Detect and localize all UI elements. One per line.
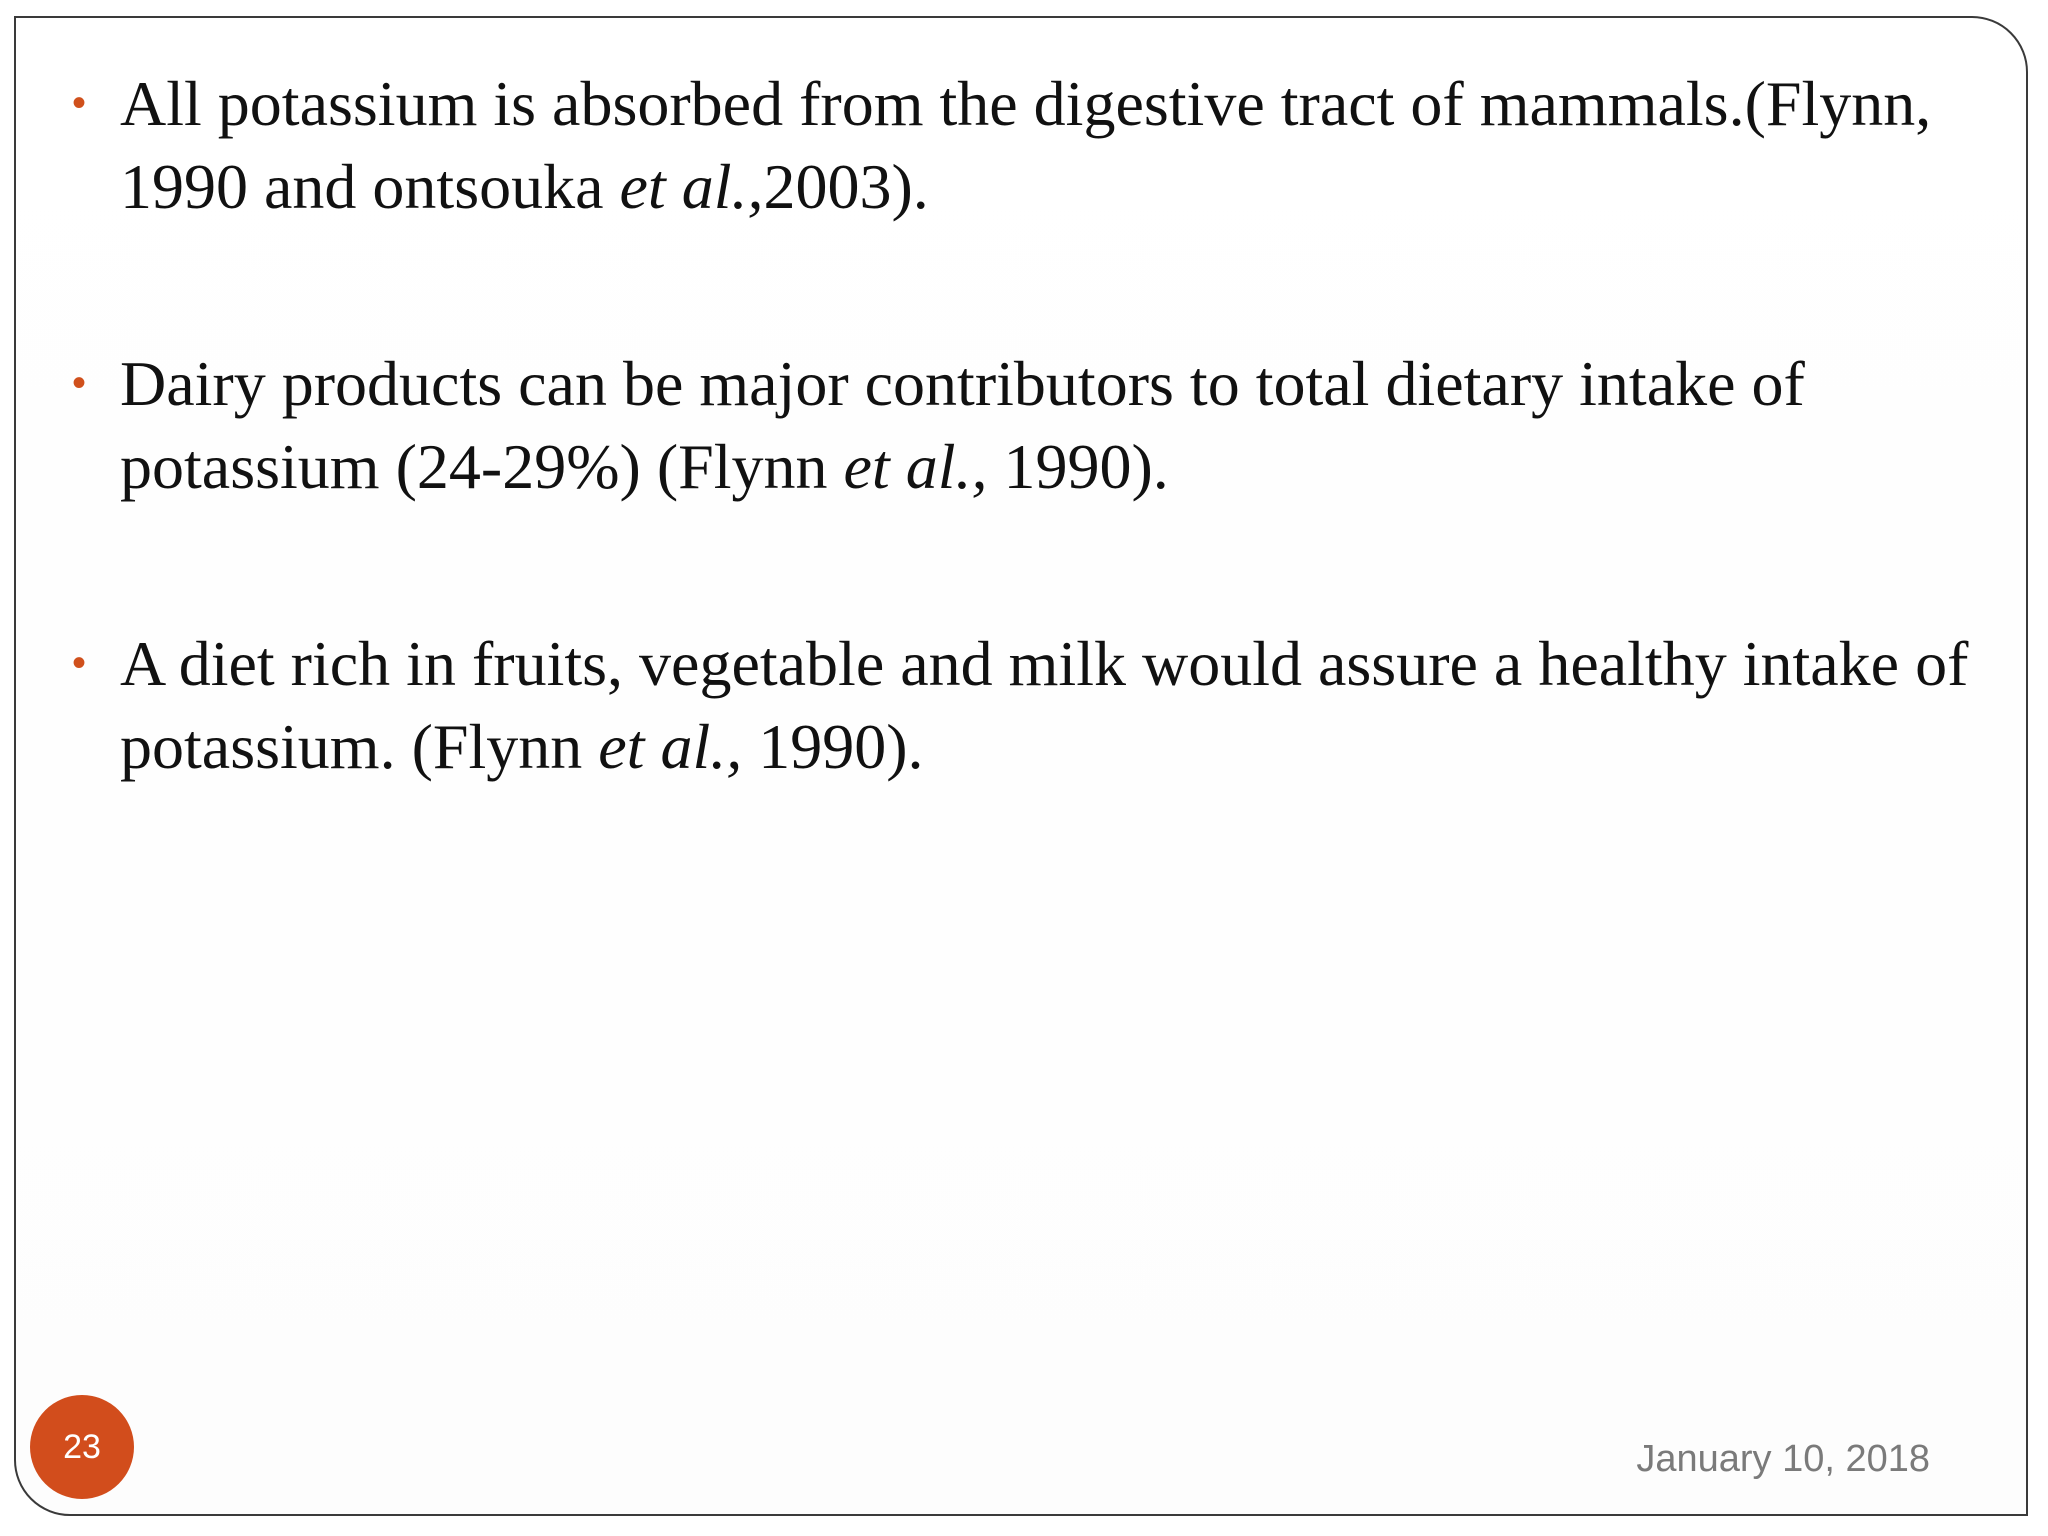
bullet-2-segment-1: Dairy products can be major contributors to total dietary intake of potassium (24-29%) (Flynn — [120, 348, 1805, 502]
bullet-3-segment-2: et al., — [598, 711, 743, 782]
bullet-marker-3: • — [72, 641, 87, 685]
bullet-item-3 — [72, 622, 2000, 788]
bullet-1-segment-3: 2003). — [763, 151, 929, 222]
bullet-1-segment-2: et al., — [619, 151, 764, 222]
slide-date: January 10, 2018 — [1636, 1438, 1930, 1480]
bullet-marker-1: • — [72, 81, 87, 125]
slide-frame — [14, 16, 2028, 1516]
bullet-item-1 — [72, 62, 2000, 228]
bullet-2-segment-3: 1990). — [987, 431, 1169, 502]
bullet-text-3 — [120, 628, 1968, 782]
bullet-marker-2: • — [72, 361, 87, 405]
bullet-2-segment-2: et al., — [843, 431, 988, 502]
page-number-badge: 23 — [30, 1395, 134, 1499]
bullet-item-2 — [72, 342, 2000, 508]
bullet-text-2 — [120, 348, 1805, 502]
bullet-text-1 — [120, 68, 1931, 222]
bullet-1-segment-1: All potassium is absorbed from the digestive tract of mammals.(Flynn, 1990 and ontsouka — [120, 68, 1932, 222]
bullet-3-segment-3: 1990). — [742, 711, 924, 782]
bullet-3-segment-1: A diet rich in fruits, vegetable and milk would assure a healthy intake of potassium. (Flynn — [120, 628, 1969, 782]
